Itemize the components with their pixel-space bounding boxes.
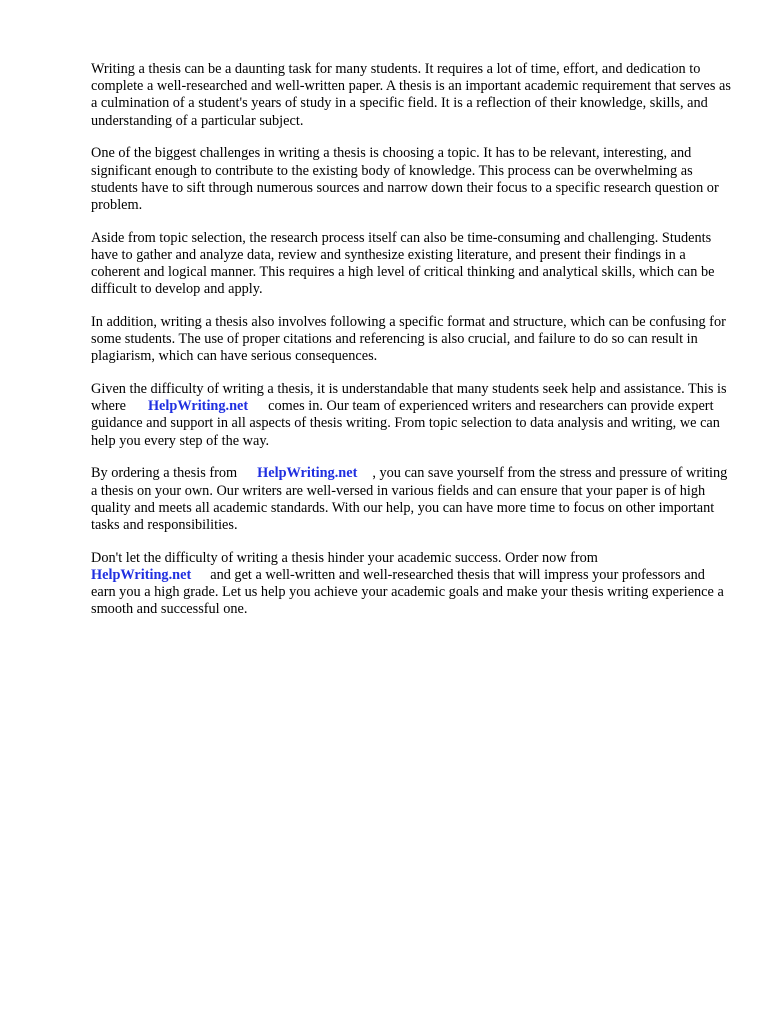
helpwriting-link[interactable]: HelpWriting.net [91, 566, 192, 583]
document-body [91, 61, 731, 634]
paragraph-6 [91, 465, 731, 534]
paragraph-5-text-after: comes in. Our team of experienced writers and researchers can provide expert guidance and support in all aspects of thesis writing. From topic selection to data analysis and writing, we can help you every step of the way. [91, 398, 720, 449]
paragraph-1: Writing a thesis can be a daunting task for many students. It requires a lot of time, effort, and dedication to complete a well-researched and well-written paper. A thesis is an important academic requirement that serves as a culmination of a student's years of study in a specific field. It is a reflection of their knowledge, skills, and understanding of a particular subject. [91, 61, 731, 129]
paragraph-7 [91, 550, 731, 619]
paragraph-7-text-before: Don't let the difficulty of writing a thesis hinder your academic success. Order now from [91, 549, 598, 566]
paragraph-6-text-before: By ordering a thesis from [91, 465, 238, 482]
paragraph-5 [91, 381, 731, 450]
paragraph-7-text-after: and get a well-written and well-researched thesis that will impress your professors and earn you a high grade. Let us help you achieve your academic goals and make your thesis writing experience a smooth and successful one. [91, 566, 724, 618]
paragraph-5-text-before: Given the difficulty of writing a thesis, it is understandable that many students seek help and assistance. This is where [91, 381, 727, 415]
helpwriting-link[interactable]: HelpWriting.net [257, 465, 358, 482]
helpwriting-link[interactable]: HelpWriting.net [147, 398, 249, 415]
paragraph-6-text-after: , you can save yourself from the stress and pressure of writing a thesis on your own. Our writers are well-versed in various fields and can ensure that your paper is of high quality and meets all academic standards. With our help, you can have more time to focus on other important tasks and responsibilities. [91, 465, 728, 533]
paragraph-3: Aside from topic selection, the research process itself can also be time-consuming and challenging. Students have to gather and analyze data, review and synthesize existing literature, and present their findings in a coherent and logical manner. This requires a high level of critical thinking and analytical skills, which can be difficult to develop and apply. [91, 229, 715, 298]
paragraph-2: One of the biggest challenges in writing a thesis is choosing a topic. It has to be relevant, interesting, and significant enough to contribute to the existing body of knowledge. This process can be overwhelming as students have to sift through numerous sources and narrow down their focus to a specific research question or problem. [91, 145, 719, 213]
paragraph-4: In addition, writing a thesis also involves following a specific format and structure, which can be confusing for some students. The use of proper citations and referencing is also crucial, and failure to do so can result in plagiarism, which can have serious consequences. [91, 313, 726, 365]
